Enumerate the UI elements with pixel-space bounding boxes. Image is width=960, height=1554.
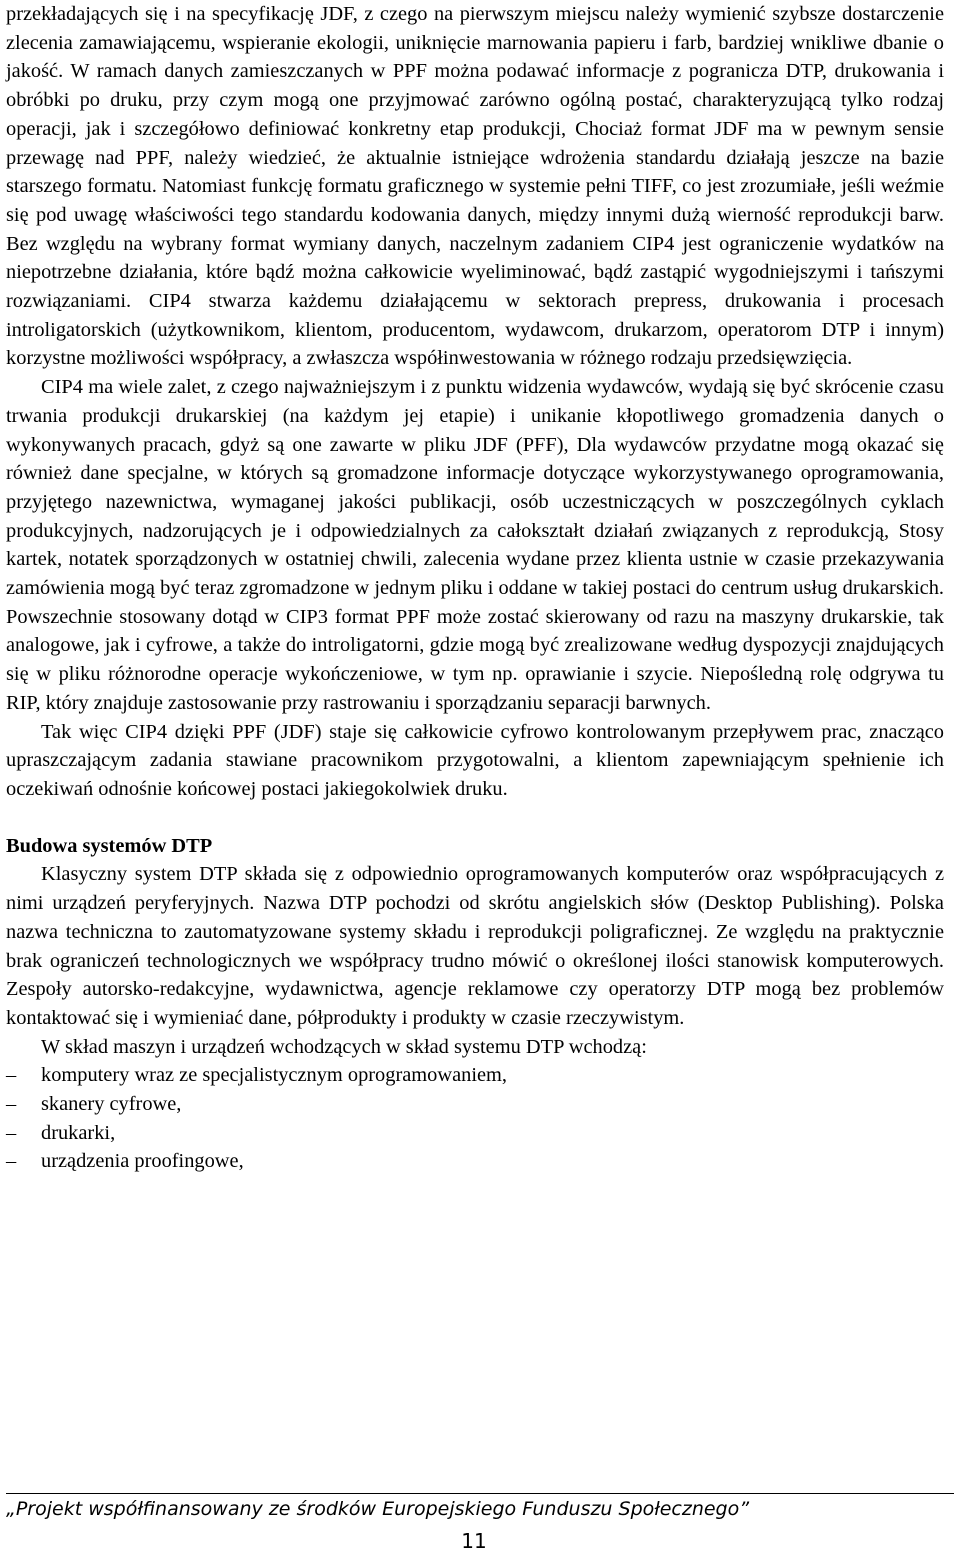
section-paragraph: W skład maszyn i urządzeń wchodzących w skład systemu DTP wchodzą: xyxy=(41,1035,647,1058)
list-item xyxy=(6,1090,944,1119)
list-item xyxy=(6,1119,944,1148)
footer-funding-note: „Projekt współfinansowany ze środków Europejskiego Funduszu Społecznego” xyxy=(6,1498,750,1520)
dash-marker: – xyxy=(6,1064,17,1087)
body-paragraph: przekładających się i na specyfikację JDF, z czego na pierwszym miejscu należy wymienić szybsze dostarczenie zlecenia zamawiającemu, wspieranie ekologii, uniknięcie marnowania papieru i farb, bardziej wnikliwe dbanie o jakość. W ramach danych zamieszczanych w PPF można podawać informacje z pogranicza DTP, drukowania i obróbki po druku, przy czym mogą one przyjmować zarówno ogólną postać, charakteryzującą tylko rodzaj operacji, jak i szczegółowo definiować konkretny etap produkcji, Chociaż format JDF ma w pewnym sensie przewagę nad PPF, należy wiedzieć, że aktualnie istniejące wdrożenia standardu działają jeszcze na bazie starszego formatu. Natomiast funkcję formatu graficznego w systemie pełni TIFF, co jest zrozumiałe, jeśli weźmie się pod uwagę właściwości tego standardu kodowania danych, między innymi dużą wierność reprodukcji barw. Bez względu na wybrany format wymiany danych, naczelnym zadaniem CIP4 jest ograniczenie wydatków na niepotrzebne działania, które bądź można całkowicie wyeliminować, bądź zastąpić wygodniejszymi i tańszymi rozwiązaniami. CIP4 stwarza każdemu działającemu w sektorach prepress, drukowania i procesach introligatorskich (użytkownikom, klientom, producentom, wydawcom, drukarzom, operatorom DTP i innym) korzystne możliwości współpracy, a zwłaszcza współinwestowania w różnego rodzaju przedsięwzięcia. xyxy=(6,3,944,370)
section-paragraph: Klasyczny system DTP składa się z odpowiednio oprogramowanych komputerów oraz współpracujących z nimi urządzeń peryferyjnych. Nazwa DTP pochodzi od skrótu angielskich słów (Desktop Publishing). Polska nazwa techniczna to zautomatyzowane systemy składu i reprodukcji poligraficznej. Ze względu na praktycznie brak ograniczeń technologicznych we współpracy trudno mówić o określonej ilości stanowisk komputerowych. Zespoły autorsko-redakcyjne, wydawnictwa, agencje reklamowe czy operatorzy DTP mogą bez problemów kontaktować się i wymieniać dane, półprodukty i produkty w czasie rzeczywistym. xyxy=(6,863,944,1029)
footer-divider xyxy=(6,1493,954,1494)
equipment-list xyxy=(6,1061,944,1176)
dash-marker: – xyxy=(6,1121,17,1144)
list-item-text: urządzenia proofingowe, xyxy=(41,1150,244,1173)
dash-marker: – xyxy=(6,1093,17,1116)
list-item-text: skanery cyfrowe, xyxy=(41,1093,182,1116)
document-page xyxy=(6,0,944,1176)
list-item-text: drukarki, xyxy=(41,1121,116,1144)
body-paragraph: Tak więc CIP4 dzięki PPF (JDF) staje się całkowicie cyfrowo kontrolowanym przepływem prac, znacząco upraszczającym zadania stawiane pracownikom przygotowalni, a klientom zapewniającym spełnienie ich oczekiwań odnośnie końcowej postaci jakiegokolwiek druku. xyxy=(6,720,944,800)
list-item xyxy=(6,1061,944,1090)
section-heading: Budowa systemów DTP xyxy=(6,834,213,857)
page-number: 11 xyxy=(461,1529,487,1553)
dash-marker: – xyxy=(6,1150,17,1173)
body-paragraph: CIP4 ma wiele zalet, z czego najważniejszym i z punktu widzenia wydawców, wydają się być skrócenie czasu trwania produkcji drukarskiej (na każdym jej etapie) i unikanie kłopotliwego gromadzenia danych o wykonywanych pracach, gdyż są one zawarte w pliku JDF (PFF), Dla wydawców przydatne mogą okazać się również dane specjalne, w których są gromadzone informacje dotyczące wykorzystywanego oprogramowania, przyjętego nazewnictwa, wymaganej jakości publikacji, osób uczestniczących w poszczególnych cyklach produkcyjnych, nadzorujących je i odpowiedzialnych za całokształt działań związanych z reprodukcją, Stosy kartek, notatek sporządzonych w ostatniej chwili, zalecenia wydane przez klienta ustnie w czasie przekazywania zamówienia mogą być teraz zgromadzone w jednym pliku i oddane w takiej postaci do centrum usług drukarskich. Powszechnie stosowany dotąd w CIP3 format PPF może zostać skierowany od razu na maszyny drukarskie, tak analogowe, jak i cyfrowe, a także do introligatorni, gdzie mogą być zrealizowane według dyspozycji znajdujących się w pliku różnorodne operacje wykończeniowe, w tym np. oprawianie i szycie. Niepośledną rolę odgrywa tu RIP, który znajduje zastosowanie przy rastrowaniu i sporządzaniu separacji barwnych. xyxy=(6,376,944,714)
list-item-text: komputery wraz ze specjalistycznym oprogramowaniem, xyxy=(41,1064,507,1087)
list-item xyxy=(6,1147,944,1176)
